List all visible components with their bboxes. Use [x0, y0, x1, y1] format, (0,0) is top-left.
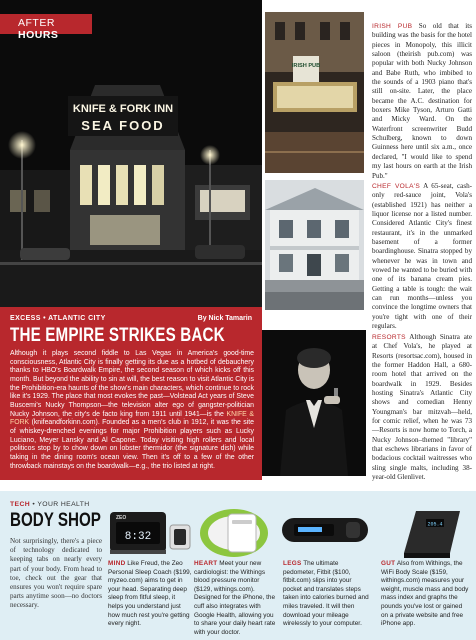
gadget-caption-mind-text: Like Freud, the Zeo Personal Sleep Coach ($199, myzeo.com) aims to get in your head. Separating deep sleep from fitful sleep, it helps you understand just how much rest you're getting every night.	[108, 560, 192, 628]
gadget-caption-heart	[194, 560, 278, 637]
resorts-label: RESORTS	[372, 334, 406, 341]
blood-pressure-cuff-image	[194, 506, 274, 560]
gadget-kicker-rest: • YOUR HEALTH	[30, 501, 90, 508]
section-tab-bold: HOURS	[18, 29, 59, 41]
chef-volas-caption	[372, 182, 472, 332]
section-tab	[0, 14, 92, 41]
story-body	[10, 350, 254, 471]
irish-pub-photo	[265, 12, 364, 173]
sinatra-photo	[262, 330, 366, 476]
gadget-caption-mind	[108, 560, 192, 629]
gadget-intro: Not surprisingly, there's a piece of technology dedicated to keeping tabs on nearly every part of your body. From head to toe, check out the gear that ensures you won't require spare parts anytime soon—no doctors necessary.	[10, 537, 102, 610]
scale-readout: 205.4	[427, 521, 443, 528]
zeo-clock-time: 8:32	[124, 531, 152, 543]
gadget-caption-gut	[381, 560, 471, 629]
irish-pub-sign: IRISH PUB	[291, 63, 321, 69]
story-body-part-2: (knifeandforkinn.com). Founded as a men's club in 1912, it was the site of whiskey-drenched evenings for major Prohibition players such as Lucky Luciano, Meyer Lansky and Al Capone. Today visiting high rollers and local politicos stop by to chow down on lobster thermidor (the signature dish) while taking in the dining room's ocean view. Then it's off to a few of the other throwback mainstays on the boardwalk—e.g., the trio listed at right.	[10, 419, 254, 470]
story-body-part-1: Although it plays second fiddle to Las Vegas in America's good-time consciousness, Atlantic City is finally getting its due as a hotbed of debauchery thanks to HBO's Boardwalk Empire, the second season of which kicks off this month. But beyond the ability to sin at will, the best reason to visit Atlantic City is the Prohibition-era haunts of the show's main characters, which continue to rock like it's 1929. The place that most evokes the past—Volstead Act years of Steve Buscemi's Nucky Thompson—the television alter ego of gangster-politician Nucky Johnson, the city's de facto king from 1911 until 1941—is the	[10, 350, 254, 418]
story-band	[0, 307, 262, 480]
knife-and-fork-photo	[0, 0, 262, 307]
gadget-caption-gut-text: Also from Withings, the WiFi Body Scale ($159, withings.com) measures your weight, muscle mass and body mass index and graphs the pounds you've lost or gained on a private website and free iPhone app.	[381, 560, 469, 628]
irish-pub-caption	[372, 22, 472, 181]
wifi-scale-image	[400, 505, 464, 565]
story-body-highlight: KNIFE & FORK	[10, 410, 254, 427]
chef-volas-photo	[265, 180, 364, 310]
zeo-headband-image	[168, 521, 192, 551]
gadget-kicker	[10, 501, 90, 508]
gadget-kicker-red: TECH	[10, 501, 31, 508]
gadget-caption-mind-label: MIND	[108, 560, 126, 567]
knife-fork-sign-top: KNIFE & FORK INN	[72, 103, 174, 115]
resorts-text: Although Sinatra ate at Chef Vola's, he played at Resorts (resortsac.com), housed in the former Haddon Hall, a 680-room hotel that arrived on the boardwalk in 1929. Besides hosting Sinatra's Atlantic City shows and comedian Henny Youngman's bar mitzvah—held, for comic relief, when he was 73—Resorts is now home to Torch, a Nucky Johnson–themed "library" that eschews librarians in favor of bodacious cocktail waitresses who sling single malts, including 38-year-old Glenlivet.	[372, 333, 472, 482]
fitbit-image	[280, 512, 370, 548]
story-kicker: EXCESS • ATLANTIC CITY	[10, 315, 106, 322]
gadget-caption-heart-label: HEART	[194, 560, 218, 567]
gadget-caption-legs-label: LEGS	[283, 560, 302, 567]
zeo-clock-image	[108, 510, 168, 556]
gadget-caption-legs	[283, 560, 371, 629]
gadget-caption-gut-label: GUT	[381, 560, 396, 567]
section-tab-light: AFTER	[18, 17, 55, 29]
zeo-brand: ZEO	[116, 515, 127, 521]
chef-volas-text: A 65-seat, cash-only red-sauce joint, Vola's (established 1921) has neither a liquor license nor a listed number. Considered Atlantic City's finest restaurant, it's in the unmarked basement of a former boardinghouse. Sinatra stopped by whenever he was in town and vowed he wanted to be buried with one of its banana cream pies. Getting a table is tough: the wait can run months—unless you convince the longtime owners that you're tight with one of their regulars.	[372, 182, 472, 331]
gadget-caption-legs-text: The ultimate pedometer, Fitbit ($100, fitbit.com) slips into your pocket and translates steps taken into calories burned and miles traveled. It will then download your mileage wirelessly to your computer.	[283, 560, 369, 628]
story-headline: THE EMPIRE STRIKES BACK	[10, 325, 225, 346]
irish-pub-label: IRISH PUB	[372, 23, 413, 30]
knife-fork-sign-bottom: SEA FOOD	[81, 118, 165, 133]
gadget-title: BODY SHOP	[10, 510, 101, 531]
resorts-caption	[372, 333, 472, 483]
chef-volas-label: CHEF VOLA'S	[372, 183, 421, 190]
story-byline: By Nick Tamarin	[197, 315, 252, 322]
irish-pub-text: So old that its building was the basis for the hotel pieces in Monopoly, this illicit saloon (theirish pub.com) was popular with both Nucky Johnson and Babe Ruth, who imbibed to the sounds of a 1903 piano that's still on-site. Later, the place became the A.C. destination for boxers Mike Tyson, Arturo Gatti and Micky Ward. On the Waterfront screenwriter Budd Schulberg, known to down Guinness here until six a.m., once declared, "I would like to spend my last hours on earth at the Irish Pub."	[372, 22, 472, 180]
gadget-caption-heart-text: Meet your new cardiologist: the Withings blood pressure monitor ($129, withings.com). Designed for the iPhone, the cuff also integrates with Google Health, allowing you to share your daily heart rate with your doctor.	[194, 560, 276, 636]
